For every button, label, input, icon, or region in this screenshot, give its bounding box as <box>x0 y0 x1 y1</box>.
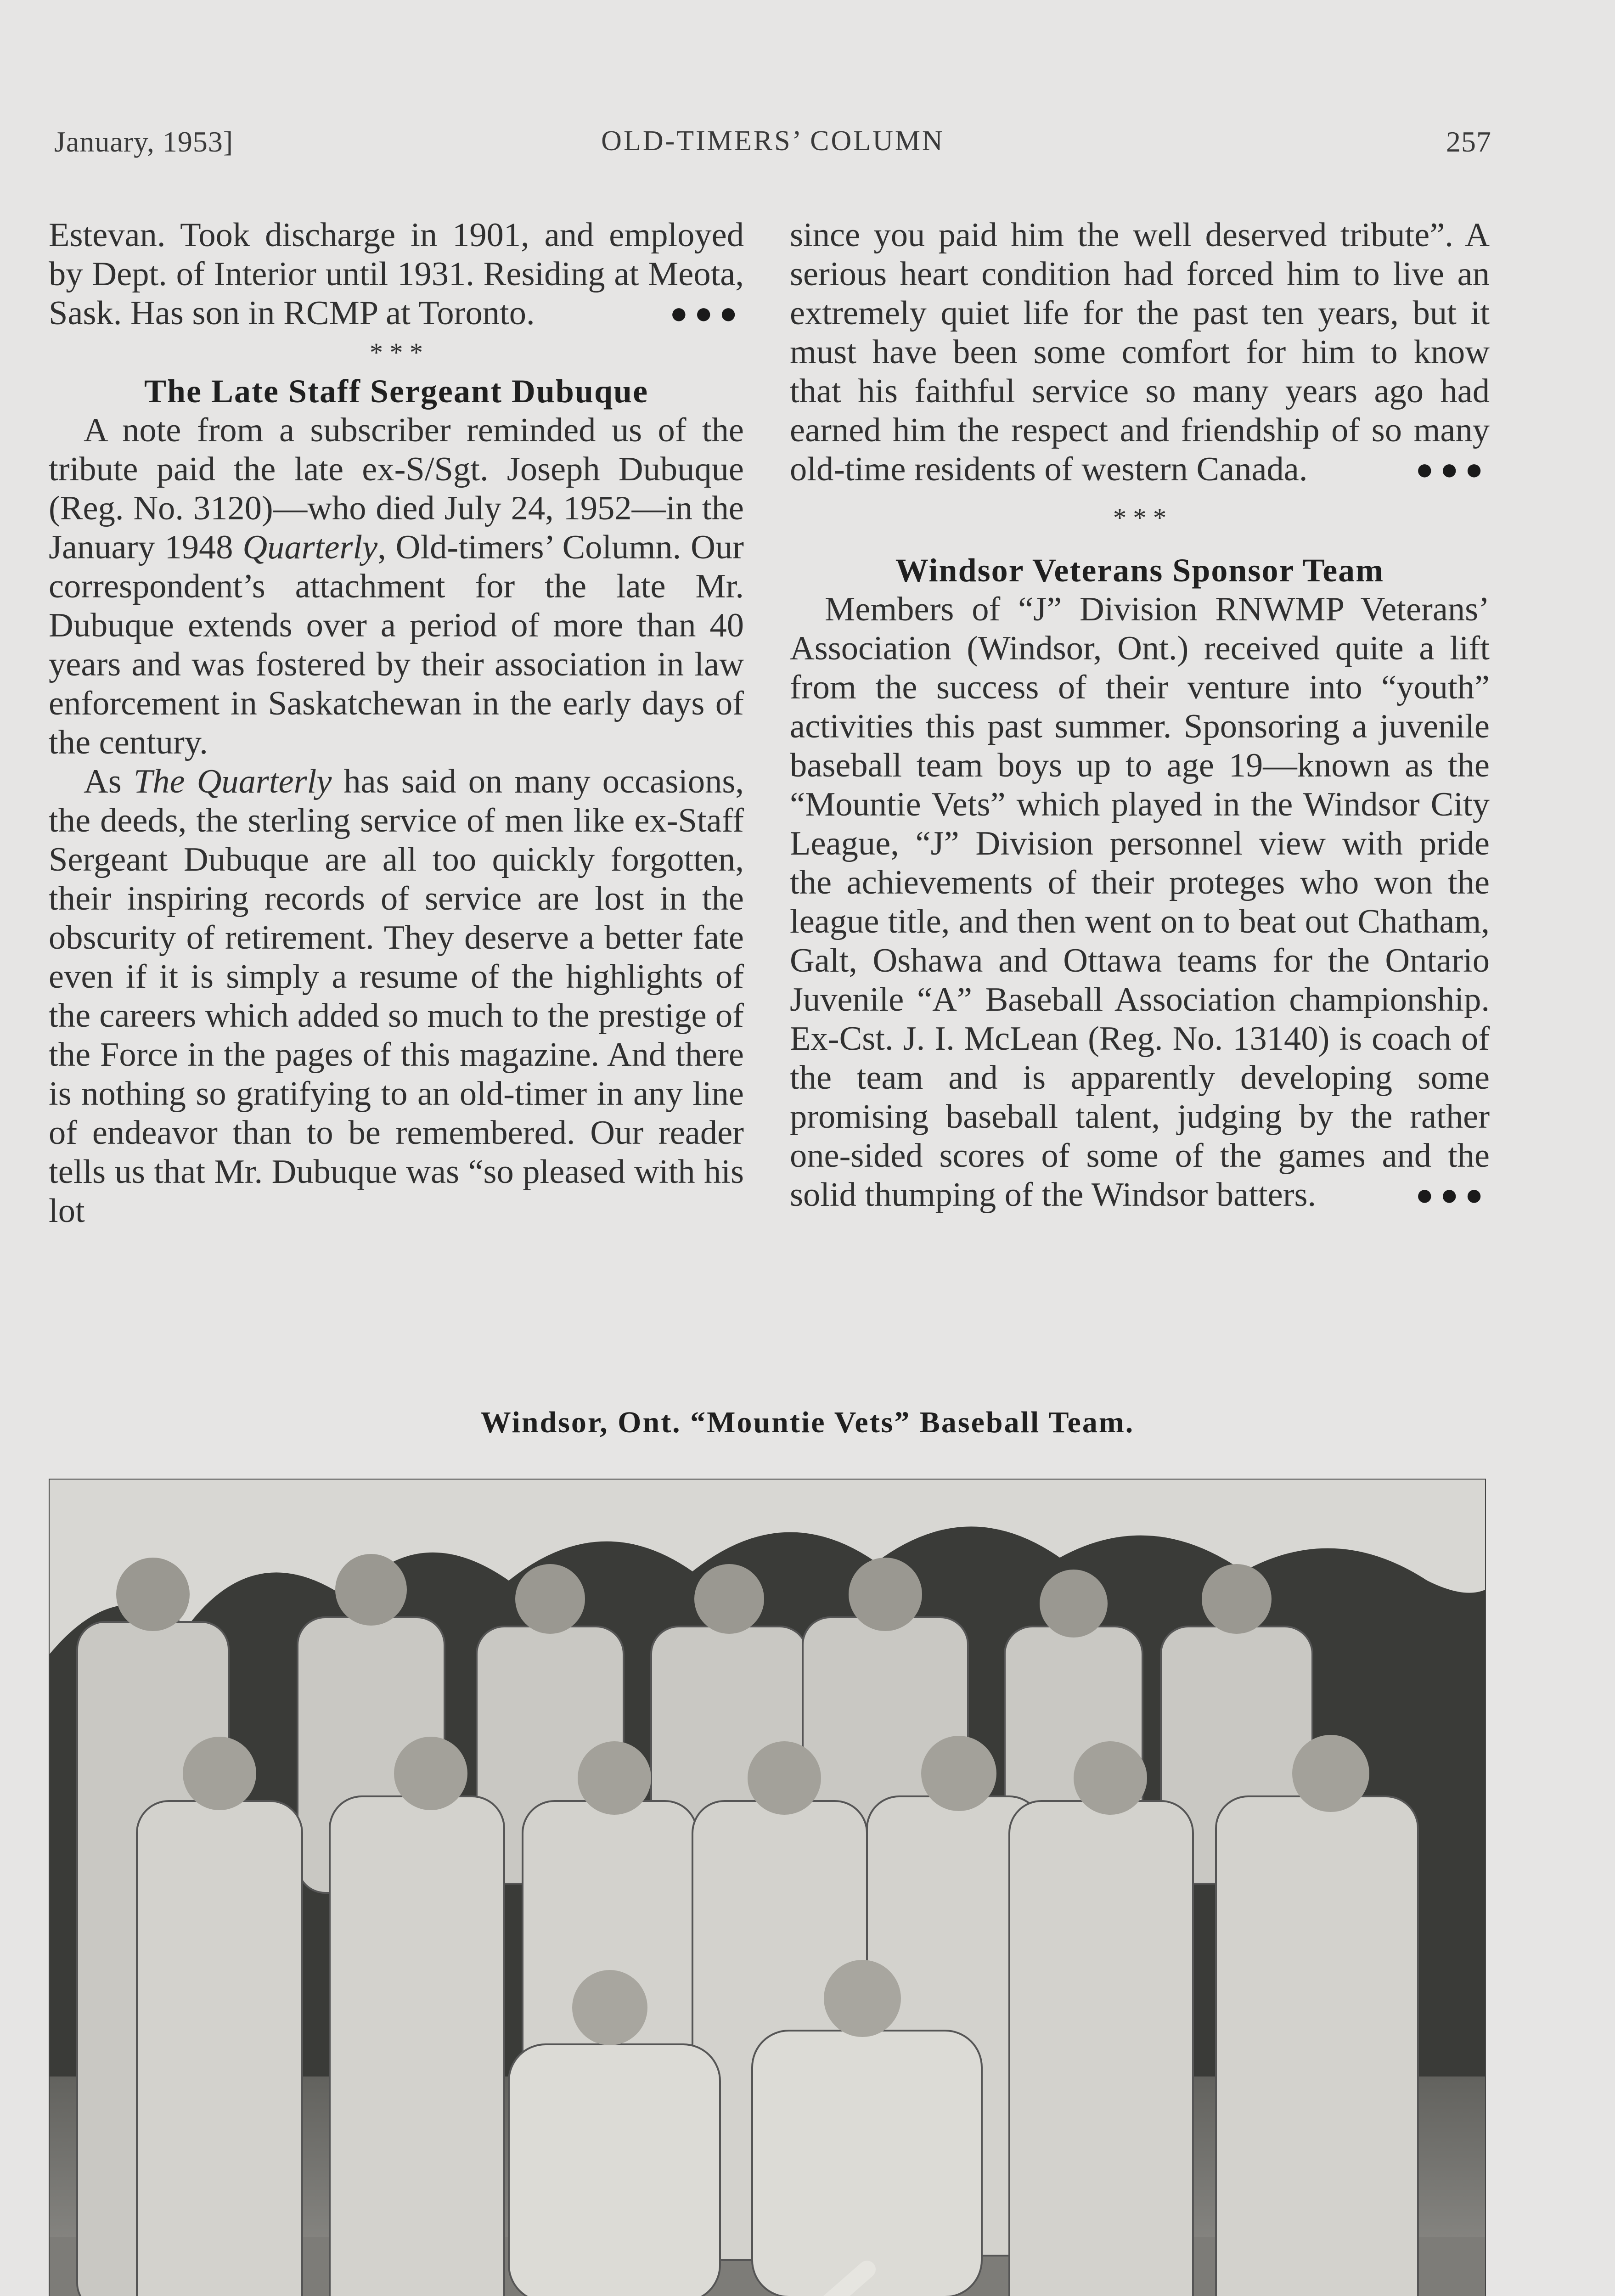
issue-date: January, 1953] <box>54 125 234 158</box>
photo-caption: Windsor, Ont. “Mountie Vets” Baseball Team. <box>480 1406 1135 1439</box>
end-mark: ●●● <box>1415 1178 1490 1212</box>
right-carry-over-paragraph: since you paid him the well deserved tribute”. A serious heart condition had forced him to live an extremely quiet life for the past ten years, but it must have been some comfort for him to know that his faithful service so many years ago had earned him the respect and friendship of so many old-time residents of western Canada. ●●● <box>790 216 1490 488</box>
section-break: * * * <box>1113 503 1166 533</box>
page-number: 257 <box>1446 125 1491 158</box>
column-title: OLD-TIMERS’ COLUMN <box>601 125 945 157</box>
article-heading-dubuque: The Late Staff Sergeant Dubuque <box>144 373 649 410</box>
team-photograph <box>49 1479 1486 2296</box>
left-column <box>49 216 744 1231</box>
team-photo-illustration <box>50 1480 1485 2296</box>
section-break: * * * <box>370 338 423 367</box>
dubuque-paragraph-2: As The Quarterly has said on many occasions, the deeds, the sterling service of men like ex-Staff Sergeant Dubuque are all too quickly forgotten, their inspiring records of service are lost in the obscurity of retirement. They deserve a better fate even if it is simply a resume of the highlights of the careers which added so much to the prestige of the Force in the pages of this magazine. And there is nothing so gratifying to an old-timer in any line of endeavor than to be remembered. Our reader tells us that Mr. Dubuque was “so pleased with his lot <box>49 763 744 1230</box>
right-column <box>790 216 1490 1215</box>
left-carry-over-paragraph: Estevan. Took discharge in 1901, and employed by Dept. of Interior until 1931. Residing at Meota, Sask. Has son in RCMP at Toronto. ●●● <box>49 216 744 332</box>
dubuque-paragraph-1: A note from a subscriber reminded us of the tribute paid the late ex-S/Sgt. Joseph Dubuque (Reg. No. 3120)—who died July 24, 1952—in the January 1948 Quarterly, Old-timers’ Column. Our correspondent’s attachment for the late Mr. Dubuque extends over a period of more than 40 years and was fostered by their association in law enforcement in Saskatchewan in the early days of the century. <box>49 411 744 761</box>
end-mark: ●●● <box>1415 453 1490 486</box>
article-heading-windsor: Windsor Veterans Sponsor Team <box>895 552 1384 589</box>
end-mark: ●●● <box>670 297 744 330</box>
windsor-paragraph-1: Members of “J” Division RNWMP Veterans’ Association (Windsor, Ont.) received quite a lift from the success of their venture into “youth” activities this past summer. Sponsoring a juvenile baseball team boys up to age 19—known as the “Mountie Vets” which played in the Windsor City League, “J” Division personnel view with pride the achievements of their proteges who won the league title, and then went on to beat out Chatham, Galt, Oshawa and Ottawa teams for the Ontario Juvenile “A” Baseball Association championship. Ex-Cst. J. I. McLean (Reg. No. 13140) is coach of the team and is apparently developing some promising baseball talent, judging by the rather one-sided scores of some of the games and the solid thumping of the Windsor batters. ●●● <box>790 591 1490 1214</box>
